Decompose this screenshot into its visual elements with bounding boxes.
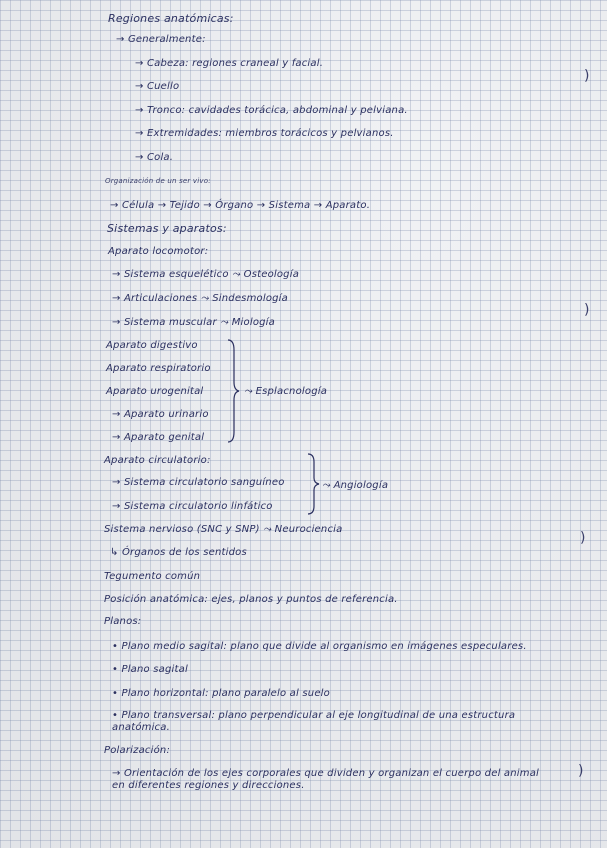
brace-icon <box>306 452 320 516</box>
brace-icon <box>226 338 240 444</box>
binder-hole-icon: ) <box>584 302 590 318</box>
angiologia-label: ⤳ Angiología <box>322 480 389 491</box>
list-item: → Cola. <box>135 152 174 163</box>
list-item: ↳ Órganos de los sentidos <box>110 547 247 558</box>
list-item: → Generalmente: <box>116 34 206 45</box>
list-item: → Sistema circulatorio linfático <box>112 501 273 512</box>
list-item: • Plano horizontal: plano paralelo al suelo <box>112 688 330 699</box>
heading-regiones-anatomicas: Regiones anatómicas: <box>108 12 234 25</box>
list-item: → Aparato urinario <box>112 409 209 420</box>
heading-posicion-anatomica: Posición anatómica: ejes, planos y puntos de referencia. <box>104 594 398 605</box>
heading-polarizacion: Polarización: <box>104 745 171 756</box>
list-item: Aparato respiratorio <box>106 363 211 374</box>
list-item: • Plano sagital <box>112 664 188 675</box>
list-item: Sistema nervioso (SNC y SNP) ⤳ Neurociencia <box>104 524 343 535</box>
list-item: • Plano medio sagital: plano que divide al organismo en imágenes especulares. <box>112 641 527 652</box>
heading-organizacion: Organización de un ser vivo: <box>105 177 211 185</box>
list-item: → Cuello <box>135 81 180 92</box>
binder-hole-icon: ) <box>584 68 590 84</box>
heading-aparato-locomotor: Aparato locomotor: <box>108 246 209 257</box>
list-item: → Célula → Tejido → Órgano → Sistema → Aparato. <box>110 200 371 211</box>
list-item: → Aparato genital <box>112 432 205 443</box>
list-item: → Articulaciones ⤳ Sindesmología <box>112 293 288 304</box>
list-item: → Cabeza: regiones craneal y facial. <box>135 58 324 69</box>
list-item: → Sistema esquelético ⤳ Osteología <box>112 269 300 280</box>
list-item: Aparato digestivo <box>106 340 198 351</box>
binder-hole-icon: ) <box>580 530 586 546</box>
list-item: → Tronco: cavidades torácica, abdominal y pelviana. <box>135 105 408 116</box>
list-item: • Plano transversal: plano perpendicular al eje longitudinal de una estructura anatómica. <box>112 710 516 733</box>
list-item: → Orientación de los ejes corporales que dividen y organizan el cuerpo del animal en diferentes regiones y direcciones. <box>112 768 540 791</box>
binder-hole-icon: ) <box>578 763 584 779</box>
list-item: → Extremidades: miembros torácicos y pelvianos. <box>135 128 394 139</box>
heading-planos: Planos: <box>104 616 142 627</box>
list-item: → Sistema muscular ⤳ Miología <box>112 317 275 328</box>
list-item: Tegumento común <box>104 571 201 582</box>
list-item: → Sistema circulatorio sanguíneo <box>112 477 285 488</box>
esplacnologia-label: ⤳ Esplacnología <box>244 386 328 397</box>
heading-sistemas-aparatos: Sistemas y aparatos: <box>107 222 227 235</box>
list-item: Aparato urogenital <box>106 386 204 397</box>
heading-aparato-circulatorio: Aparato circulatorio: <box>104 455 211 466</box>
